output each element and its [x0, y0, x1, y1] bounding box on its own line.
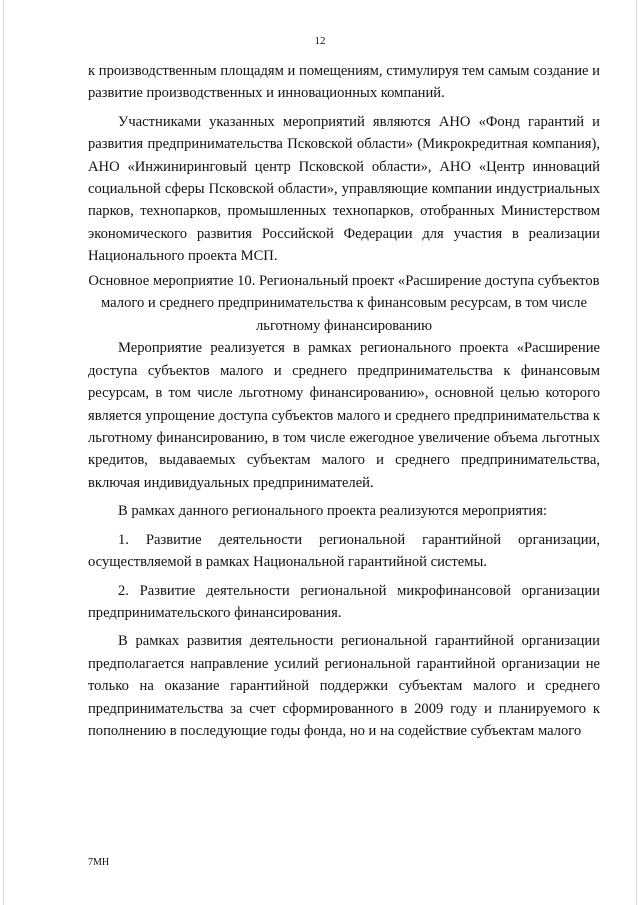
body-text [88, 60, 600, 742]
paragraph-continuation: к производственным площадям и помещениям, стимулируя тем самым создание и развитие производственных и инновационных компаний. [88, 63, 600, 102]
scan-edge-left [3, 0, 4, 905]
list-item-1: 1. Развитие деятельности региональной гарантийной организации, осуществляемой в рамках Национальной гарантийной системы. [88, 531, 600, 571]
paragraph-guarantee-organization: В рамках развития деятельности региональной гарантийной организации предполагается направление усилий региональной гарантийной организации не только на оказание гарантийной поддержки субъектам малого и среднего предпринимательства за счет сформированного в 2009 году и планируемого к пополнению в последующие годы фонда, но и на содействие субъектам малого [88, 633, 600, 739]
paragraph-activities-intro: В рамках данного регионального проекта реализуются мероприятия: [118, 503, 548, 520]
page-number: 12 [314, 35, 326, 47]
scan-edge-right [636, 0, 637, 905]
section-heading: Основное мероприятие 10. Региональный проект «Расширение доступа субъектов малого и среднего предпринимательства к финансовым ресурсам, в том числе льготному финансированию [88, 272, 600, 334]
paragraph-participants: Участниками указанных мероприятий являются АНО «Фонд гарантий и развития предпринимательства Псковской области» (Микрокредитная компания), АНО «Инжиниринговый центр Псковской области», АНО «Центр инноваций социальной сферы Псковской области», управляющие компании индустриальных парков, технопарков, промышленных технопарков, отобранных Министерством экономического развития Российской Федерации для участия в реализации Национального проекта МСП. [88, 113, 600, 265]
paragraph-project-description: Мероприятие реализуется в рамках регионального проекта «Расширение доступа субъектов малого и среднего предпринимательства к финансовым ресурсам, в том числе льготному финансированию», основной целью которого является упрощение доступа субъектов малого и среднего предпринимательства к льготному финансированию, в том числе ежегодное увеличение объема льготных кредитов, выдаваемых субъектам малого и среднего предпринимательства, включая индивидуальных предпринимателей. [88, 340, 600, 491]
footer-code: 7МН [88, 857, 110, 868]
list-item-2: 2. Развитие деятельности региональной микрофинансовой организации предпринимательского финансирования. [88, 582, 600, 621]
